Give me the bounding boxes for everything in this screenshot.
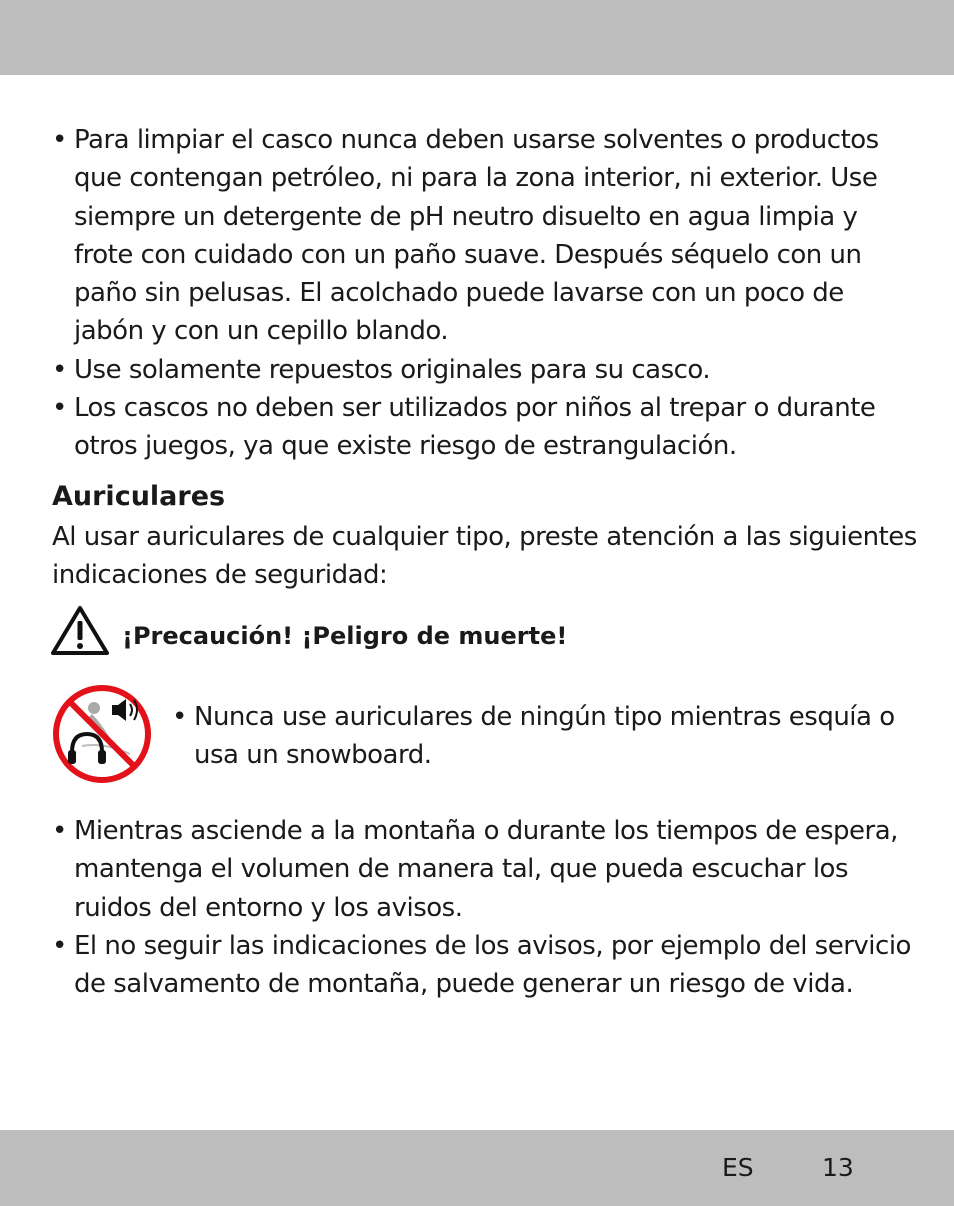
no-headphones-icon xyxy=(52,684,152,784)
list-item: • Para limpiar el casco nunca deben usarse solventes o productos que contengan petróleo, ni para la zona interior, ni exterior. Use siempre un detergente de pH neutro disuelto en agua limpia y frote con cuidado con un paño suave. Después séquelo con un paño sin pelusas. El acolchado puede lavarse con un poco de jabón y con un cepillo blando. xyxy=(52,125,879,347)
section-intro: Al usar auriculares de cualquier tipo, preste atención a las siguientes indicaciones de seguridad: xyxy=(52,522,917,591)
warning-text: ¡Precaución! ¡Peligro de muerte! xyxy=(122,622,568,650)
list-item: • Los cascos no deben ser utilizados por niños al trepar o durante otros juegos, ya que existe riesgo de estrangulación. xyxy=(52,393,876,462)
list-item: • Mientras asciende a la montaña o durante los tiempos de espera, mantenga el volumen de manera tal, que pueda escuchar los ruidos del entorno y los avisos. xyxy=(52,816,898,923)
section-heading: Auriculares xyxy=(52,481,226,512)
list-item: • El no seguir las indicaciones de los avisos, por ejemplo del servicio de salvamento de montaña, puede generar un riesgo de vida. xyxy=(52,930,911,1000)
footer-language: ES xyxy=(722,1153,754,1182)
icon-warning-list xyxy=(172,698,912,775)
page-number: 13 xyxy=(822,1153,854,1182)
list-item: • Use solamente repuestos originales para su casco. xyxy=(52,354,711,385)
footer-bar xyxy=(0,1130,954,1206)
headphones-list xyxy=(52,812,922,1003)
cleaning-list xyxy=(52,121,912,466)
header-bar xyxy=(0,0,954,75)
list-item: • Nunca use auriculares de ningún tipo mientras esquía o usa un snowboard. xyxy=(172,702,895,771)
warning-triangle-icon xyxy=(50,604,110,656)
